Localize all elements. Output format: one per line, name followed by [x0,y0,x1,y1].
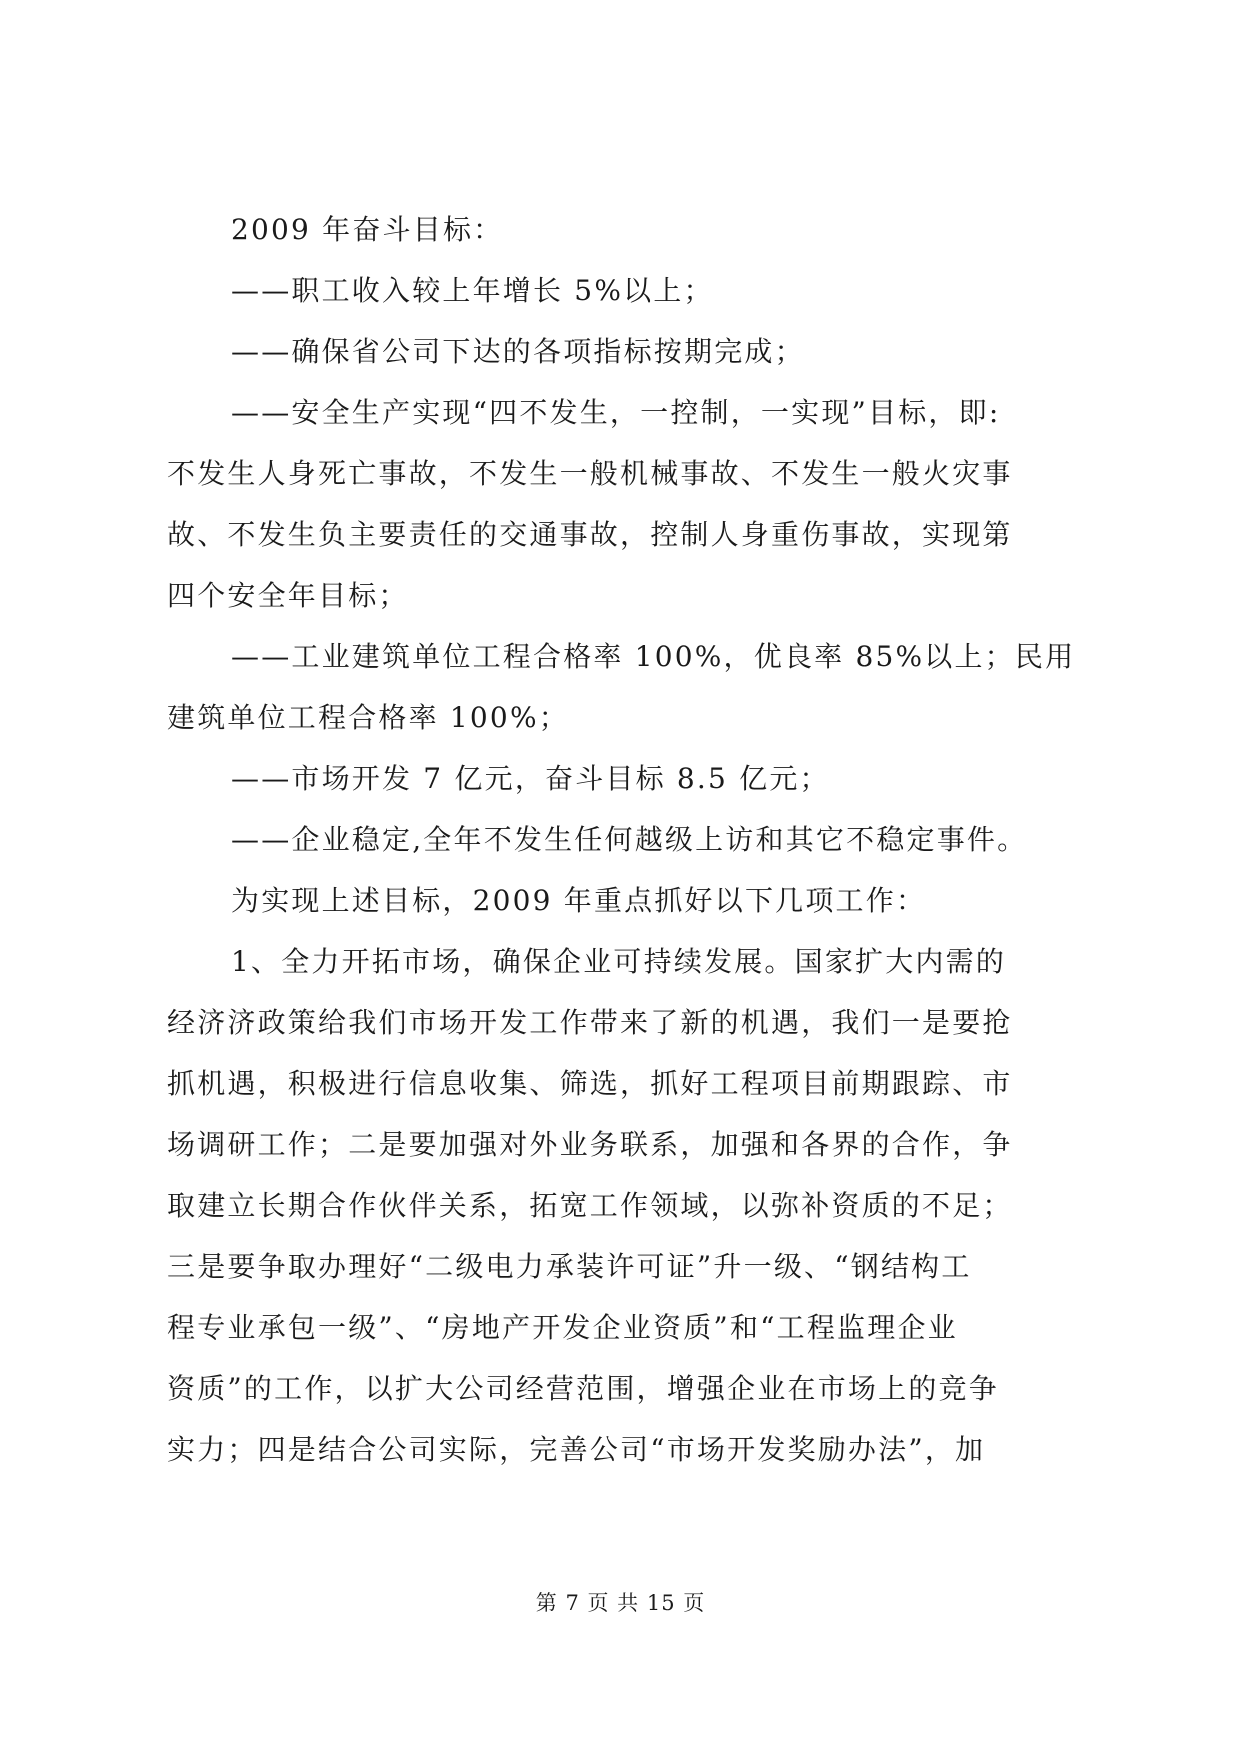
paragraph-work-1-cont-4: 取建立长期合作伙伴关系，拓宽工作领域，以弥补资质的不足； [167,1189,1013,1222]
paragraph-work-intro: 为实现上述目标，2009 年重点抓好以下几项工作： [231,884,927,917]
paragraph-work-1-cont-7: 资质”的工作，以扩大公司经营范围，增强企业在市场上的竞争 [167,1372,999,1405]
paragraph-work-1-cont-5: 三是要争取办理好“二级电力承装许可证”升一级、“钢结构工 [167,1250,972,1283]
paragraph-work-1-cont-6: 程专业承包一级”、“房地产开发企业资质”和“工程监理企业 [167,1311,958,1344]
document-body [167,199,1087,1480]
paragraph-work-1: 1、全力开拓市场，确保企业可持续发展。国家扩大内需的 [231,945,1007,978]
paragraph-work-1-cont-2: 抓机遇，积极进行信息收集、筛选，抓好工程项目前期跟踪、市 [167,1067,1013,1100]
goal-item-safety: ——安全生产实现“四不发生，一控制，一实现”目标，即: [231,396,1001,429]
goal-item-quality-cont: 建筑单位工程合格率 100%； [167,701,569,734]
paragraph-goals-heading: 2009 年奋斗目标： [231,213,504,246]
goal-item-safety-cont-1: 不发生人身死亡事故，不发生一般机械事故、不发生一般火灾事 [167,457,1013,490]
goal-item-safety-cont-3: 四个安全年目标； [167,579,409,612]
goal-item-safety-cont-2: 故、不发生负主要责任的交通事故，控制人身重伤事故，实现第 [167,518,1013,551]
paragraph-work-1-cont-8: 实力；四是结合公司实际，完善公司“市场开发奖励办法”，加 [167,1433,986,1466]
goal-item-stability: ——企业稳定,全年不发生任何越级上访和其它不稳定事件。 [231,823,1028,856]
goal-item-indicators: ——确保省公司下达的各项指标按期完成； [231,335,805,368]
goal-item-market: ——市场开发 7 亿元，奋斗目标 8.5 亿元； [231,762,830,795]
paragraph-work-1-cont-1: 经济济政策给我们市场开发工作带来了新的机遇，我们一是要抢 [167,1006,1013,1039]
page-number-footer: 第 7 页 共 15 页 [535,1591,706,1615]
goal-item-income: ——职工收入较上年增长 5%以上； [231,274,714,307]
paragraph-work-1-cont-3: 场调研工作；二是要加强对外业务联系，加强和各界的合作，争 [167,1128,1013,1161]
goal-item-quality: ——工业建筑单位工程合格率 100%，优良率 85%以上；民用 [231,640,1076,673]
